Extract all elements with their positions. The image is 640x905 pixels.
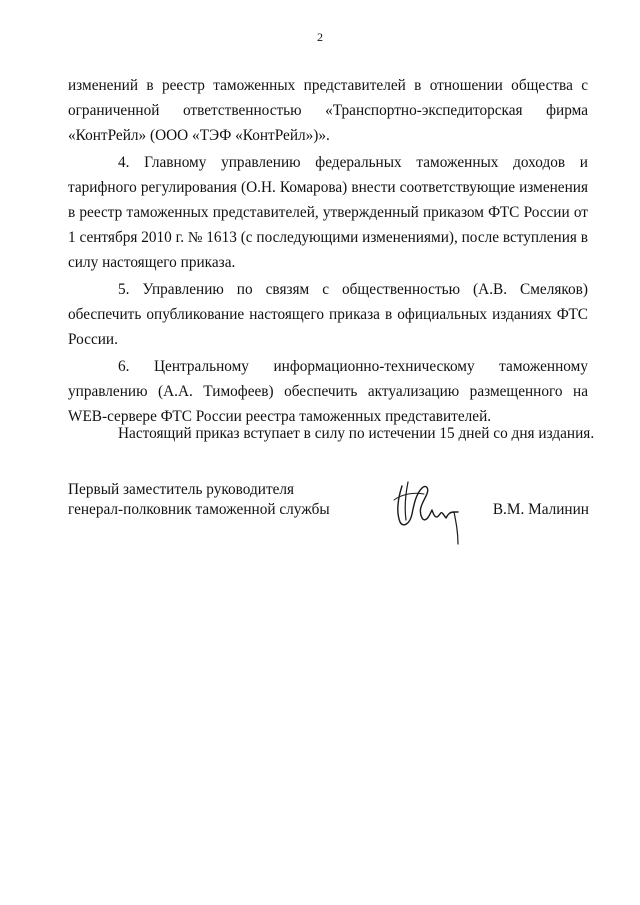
document-body xyxy=(68,73,588,429)
signer-position xyxy=(68,480,330,520)
signer-position-line-1: Первый заместитель руководителя xyxy=(68,481,295,498)
signer-name: В.М. Малинин xyxy=(492,501,589,518)
paragraph-item-4: 4. Главному управлению федеральных таможенных доходов и тарифного регулирования (О.Н. Комарова) внести соответствующие изменения в реестр таможенных представителей, утвержденный приказом ФТС России от 1 сентября 2010 г. № 1613 (с последующими изменениями), после вступления в силу настоящего приказа. xyxy=(68,154,588,271)
effective-date-sentence: Настоящий приказ вступает в силу по истечении 15 дней со дня издания. xyxy=(118,425,595,442)
handwritten-signature xyxy=(388,478,468,548)
signer-position-line-2: генерал-полковник таможенной службы xyxy=(68,501,330,518)
paragraph-continuation: изменений в реестр таможенных представителей в отношении общества с ограниченной ответственностью «Транспортно-экспедиторская фирма «КонтРейл» (ООО «ТЭФ «КонтРейл»)». xyxy=(68,77,588,144)
paragraph-item-5: 5. Управлению по связям с общественностью (А.В. Смеляков) обеспечить опубликование настоящего приказа в официальных изданиях ФТС России. xyxy=(68,281,588,348)
page-number: 2 xyxy=(317,30,323,44)
paragraph-item-6: 6. Центральному информационно-техническому таможенному управлению (А.А. Тимофеев) обеспечить актуализацию размещенного на WEB-сервере ФТС России реестра таможенных представителей. xyxy=(68,358,588,425)
